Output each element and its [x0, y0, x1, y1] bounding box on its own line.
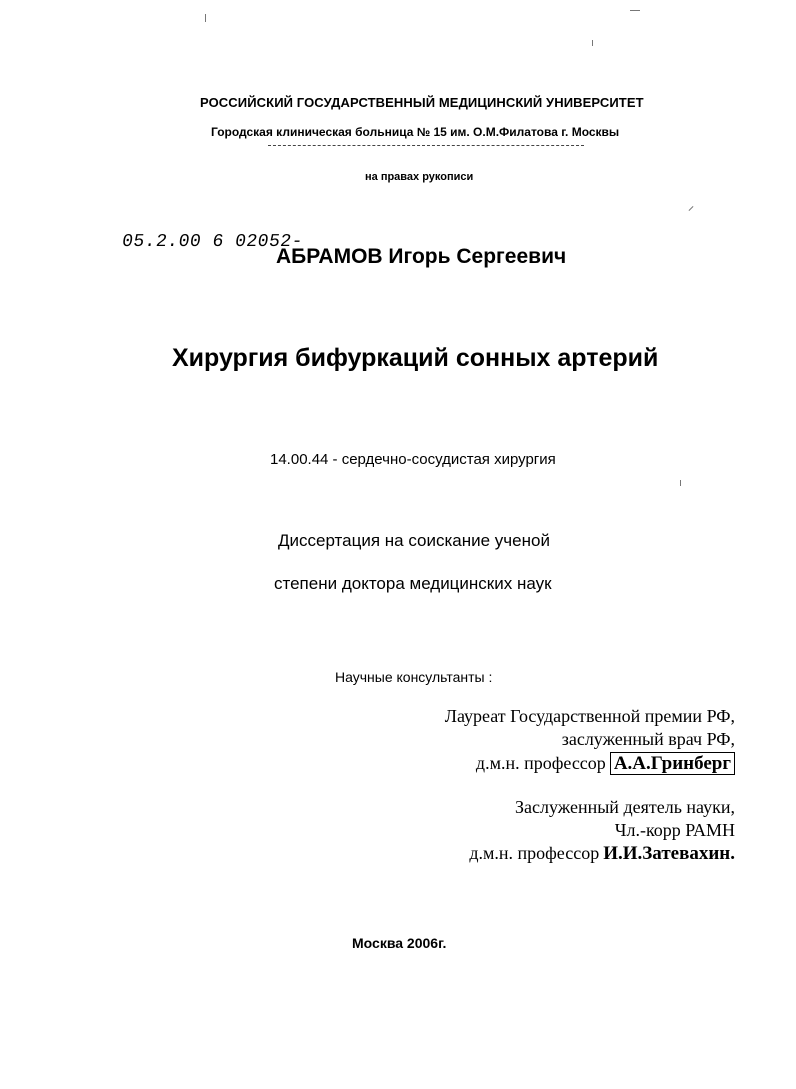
dissertation-title: Хирургия бифуркаций сонных артерий — [172, 344, 659, 372]
consultant-2-title: Заслуженный деятель науки, — [515, 797, 735, 817]
scan-speck — [680, 480, 681, 486]
consultant-1-degree-line — [476, 752, 735, 775]
manuscript-rights: на правах рукописи — [365, 171, 474, 183]
catalog-code: 05.2.00 6 02052- — [120, 232, 305, 252]
scan-speck — [630, 10, 640, 11]
degree-line-1: Диссертация на соискание ученой — [278, 531, 550, 550]
hospital-name: Городская клиническая больница № 15 им. О.М.Филатова г. Москвы — [211, 125, 620, 139]
consultant-2-membership: Чл.-корр РАМН — [614, 820, 735, 840]
city-year: Москва 2006г. — [352, 935, 447, 951]
degree-line-2: степени доктора медицинских наук — [274, 574, 552, 593]
author-name: АБРАМОВ Игорь Сергеевич — [276, 245, 567, 268]
scan-speck — [205, 14, 206, 22]
consultant-1-honor: заслуженный врач РФ, — [561, 729, 735, 749]
scan-speck — [592, 40, 593, 46]
consultants-heading: Научные консультанты : — [335, 669, 493, 685]
specialty-code: 14.00.44 - сердечно-сосудистая хирургия — [270, 451, 556, 468]
consultant-1-title: Лауреат Государственной премии РФ, — [444, 706, 735, 726]
consultant-2-degree-line — [469, 843, 735, 865]
dashed-divider — [268, 145, 584, 146]
consultant-2-name: И.И.Затевахин. — [603, 843, 735, 864]
scan-speck — [689, 206, 694, 211]
university-name: РОССИЙСКИЙ ГОСУДАРСТВЕННЫЙ МЕДИЦИНСКИЙ УНИВЕРСИТЕТ — [200, 95, 644, 110]
consultant-2-degree: д.м.н. профессор — [469, 843, 600, 863]
consultant-1-name: А.А.Гринберг — [610, 752, 735, 775]
consultant-1-degree: д.м.н. профессор — [475, 753, 606, 773]
